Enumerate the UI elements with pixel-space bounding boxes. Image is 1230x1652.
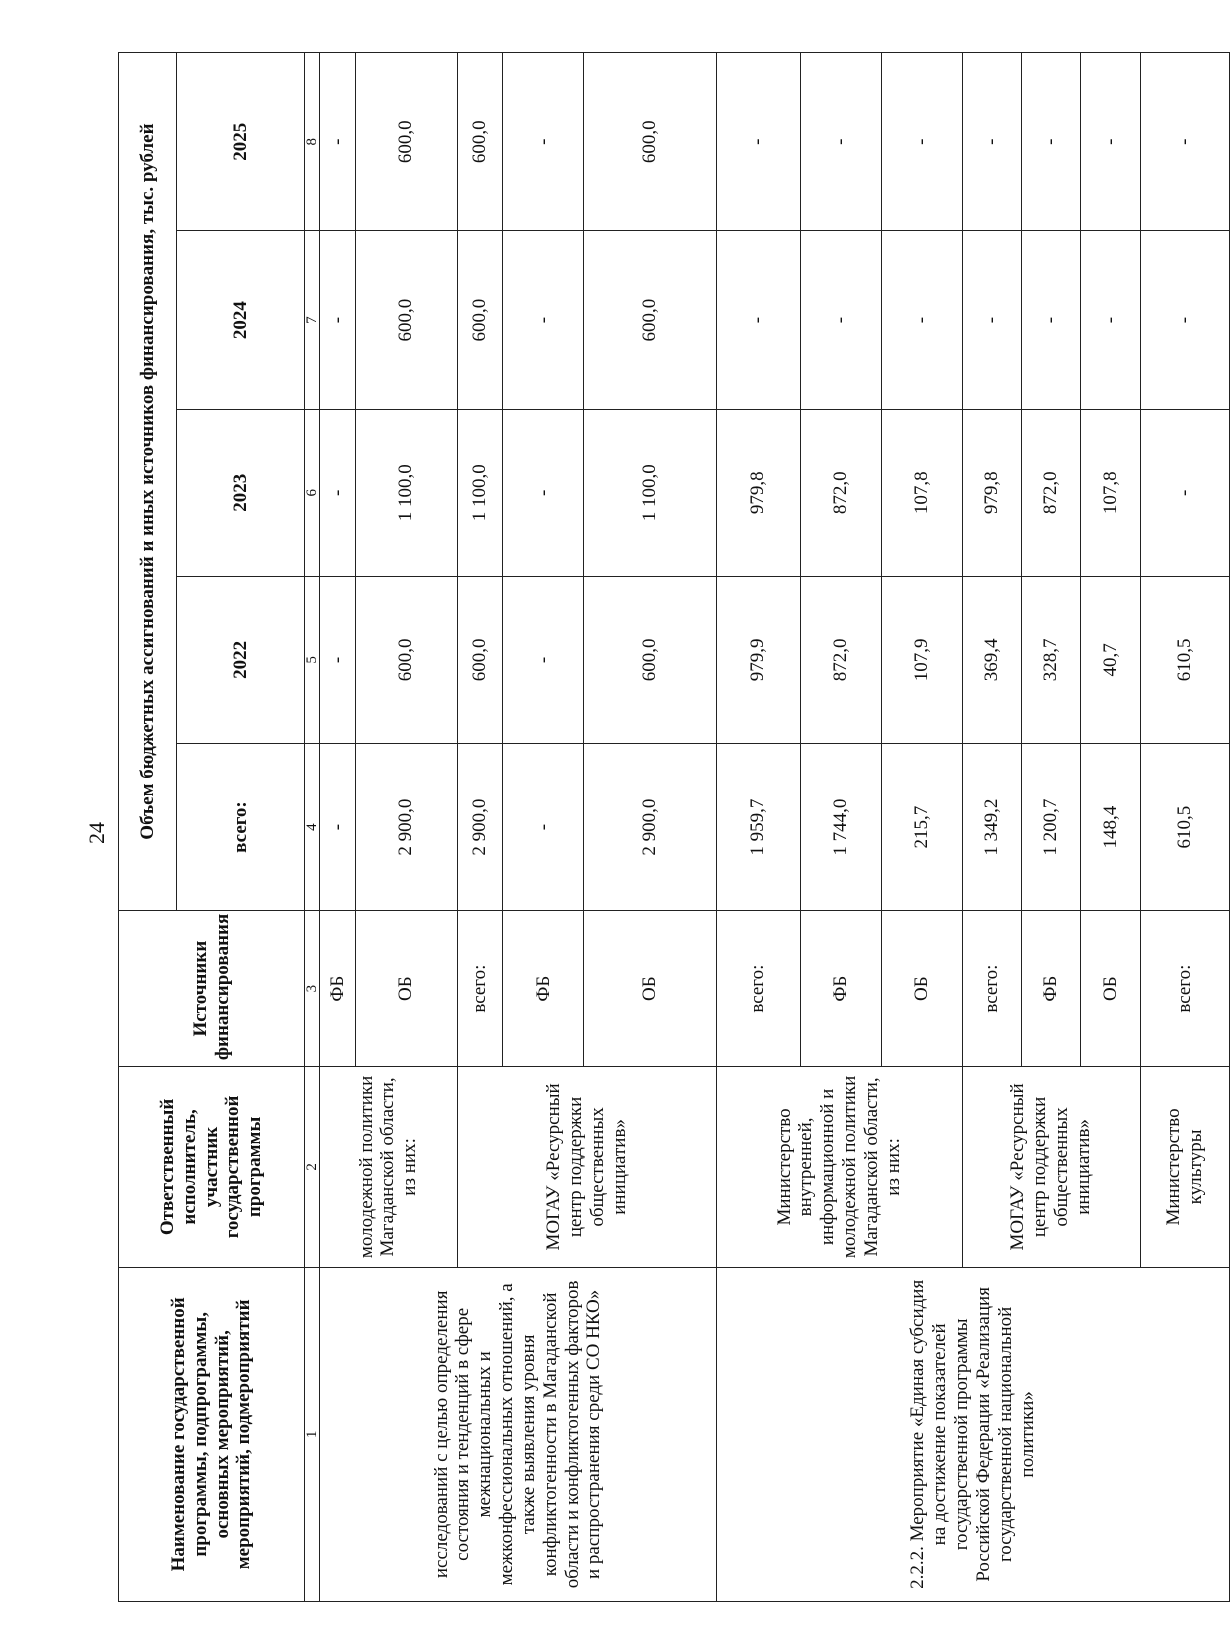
total-cell: 1 744,0 — [800, 743, 881, 910]
total-cell: 1 959,7 — [716, 743, 800, 910]
source-cell: ФБ — [1021, 911, 1080, 1067]
value-2022-cell: 610,5 — [1140, 576, 1229, 743]
value-2025-cell: - — [716, 53, 800, 231]
financing-table — [118, 52, 1230, 1602]
total-cell: 2 900,0 — [457, 743, 503, 910]
column-index: 5 — [305, 576, 320, 743]
value-2024-cell: - — [881, 231, 962, 409]
header-budget-volume: Объем бюджетных ассигнований и иных источников финансирования, тыс. рублей — [119, 53, 177, 911]
total-cell: 610,5 — [1140, 743, 1229, 910]
column-index: 1 — [305, 1267, 320, 1601]
total-cell: 148,4 — [1081, 743, 1140, 910]
value-2024-cell: - — [716, 231, 800, 409]
value-2024-cell: - — [1081, 231, 1140, 409]
rotated-table-page — [118, 52, 1230, 1602]
executor-cell: МОГАУ «Ресурсный центр поддержки общественных инициатив» — [457, 1067, 716, 1268]
column-index: 7 — [305, 231, 320, 409]
column-index: 8 — [305, 53, 320, 231]
header-executor: Ответственный исполнитель, участник государственной программы — [119, 1067, 305, 1268]
value-2022-cell: 600,0 — [457, 576, 503, 743]
value-2025-cell: 600,0 — [457, 53, 503, 231]
page-number: 24 — [84, 822, 109, 844]
total-cell: - — [320, 743, 356, 910]
value-2022-cell: 872,0 — [800, 576, 881, 743]
value-2023-cell: - — [1140, 409, 1229, 576]
source-cell: ФБ — [800, 911, 881, 1067]
value-2024-cell: - — [962, 231, 1021, 409]
value-2022-cell: 600,0 — [356, 576, 457, 743]
header-year-2022: 2022 — [177, 576, 305, 743]
column-index: 2 — [305, 1067, 320, 1268]
value-2025-cell: - — [1021, 53, 1080, 231]
source-cell: всего: — [962, 911, 1021, 1067]
value-2022-cell: - — [320, 576, 356, 743]
value-2024-cell: - — [320, 231, 356, 409]
total-cell: 1 200,7 — [1021, 743, 1080, 910]
column-index: 3 — [305, 911, 320, 1067]
value-2025-cell: - — [800, 53, 881, 231]
header-program-name: Наименование государственной программы, подпрограммы, основных мероприятий, мероприятий, подмероприятий — [119, 1267, 305, 1601]
value-2023-cell: - — [503, 409, 584, 576]
executor-cell: МОГАУ «Ресурсный центр поддержки общественных инициатив» — [962, 1067, 1140, 1268]
value-2022-cell: 979,9 — [716, 576, 800, 743]
source-cell: ОБ — [356, 911, 457, 1067]
value-2025-cell: 600,0 — [584, 53, 716, 231]
value-2024-cell: - — [503, 231, 584, 409]
source-cell: всего: — [1140, 911, 1229, 1067]
value-2024-cell: 600,0 — [356, 231, 457, 409]
header-year-2023: 2023 — [177, 409, 305, 576]
table-row — [320, 53, 356, 1602]
value-2022-cell: 328,7 — [1021, 576, 1080, 743]
value-2023-cell: 1 100,0 — [356, 409, 457, 576]
value-2023-cell: 979,8 — [962, 409, 1021, 576]
source-cell: ФБ — [503, 911, 584, 1067]
source-cell: ОБ — [584, 911, 716, 1067]
value-2024-cell: 600,0 — [457, 231, 503, 409]
source-cell: всего: — [457, 911, 503, 1067]
value-2023-cell: 979,8 — [716, 409, 800, 576]
program-name-cell: 2.2.2. Мероприятие «Единая субсидия на достижение показателей государственной программы Российской Федерации «Реализация государственной национальной политики» — [716, 1267, 1229, 1601]
value-2024-cell: - — [800, 231, 881, 409]
value-2025-cell: 600,0 — [356, 53, 457, 231]
value-2022-cell: 40,7 — [1081, 576, 1140, 743]
total-cell: - — [503, 743, 584, 910]
value-2022-cell: 600,0 — [584, 576, 716, 743]
value-2023-cell: 872,0 — [1021, 409, 1080, 576]
header-year-2024: 2024 — [177, 231, 305, 409]
source-cell: ОБ — [881, 911, 962, 1067]
value-2024-cell: - — [1021, 231, 1080, 409]
value-2023-cell: 107,8 — [881, 409, 962, 576]
value-2025-cell: - — [503, 53, 584, 231]
value-2023-cell: 1 100,0 — [457, 409, 503, 576]
executor-cell: молодежной политики Магаданской области, из них: — [320, 1067, 458, 1268]
value-2025-cell: - — [1081, 53, 1140, 231]
total-cell: 215,7 — [881, 743, 962, 910]
header-funding-source: Источники финансирования — [119, 911, 305, 1067]
executor-cell: Министерство культуры — [1140, 1067, 1229, 1268]
total-cell: 2 900,0 — [356, 743, 457, 910]
value-2022-cell: 369,4 — [962, 576, 1021, 743]
value-2023-cell: - — [320, 409, 356, 576]
value-2022-cell: - — [503, 576, 584, 743]
value-2025-cell: - — [320, 53, 356, 231]
total-cell: 2 900,0 — [584, 743, 716, 910]
program-name-cell: исследований с целью определения состояния и тенденций в сфере межнациональных и межконфессиональных отношений, а также выявления уровня конфликтогенности в Магаданской области и конфликтогенных факторов и распространения среди СО НКО» — [320, 1267, 717, 1601]
column-index: 6 — [305, 409, 320, 576]
header-year-2025: 2025 — [177, 53, 305, 231]
value-2022-cell: 107,9 — [881, 576, 962, 743]
column-index-row — [305, 53, 320, 1602]
value-2023-cell: 872,0 — [800, 409, 881, 576]
value-2025-cell: - — [881, 53, 962, 231]
executor-cell: Министерство внутренней, информационной и молодежной политики Магаданской области, из них: — [716, 1067, 962, 1268]
source-cell: ФБ — [320, 911, 356, 1067]
value-2024-cell: - — [1140, 231, 1229, 409]
total-cell: 1 349,2 — [962, 743, 1021, 910]
value-2024-cell: 600,0 — [584, 231, 716, 409]
value-2025-cell: - — [962, 53, 1021, 231]
value-2023-cell: 107,8 — [1081, 409, 1140, 576]
column-index: 4 — [305, 743, 320, 910]
source-cell: ОБ — [1081, 911, 1140, 1067]
value-2025-cell: - — [1140, 53, 1229, 231]
value-2023-cell: 1 100,0 — [584, 409, 716, 576]
table-row — [716, 53, 800, 1602]
header-total: всего: — [177, 743, 305, 910]
source-cell: всего: — [716, 911, 800, 1067]
